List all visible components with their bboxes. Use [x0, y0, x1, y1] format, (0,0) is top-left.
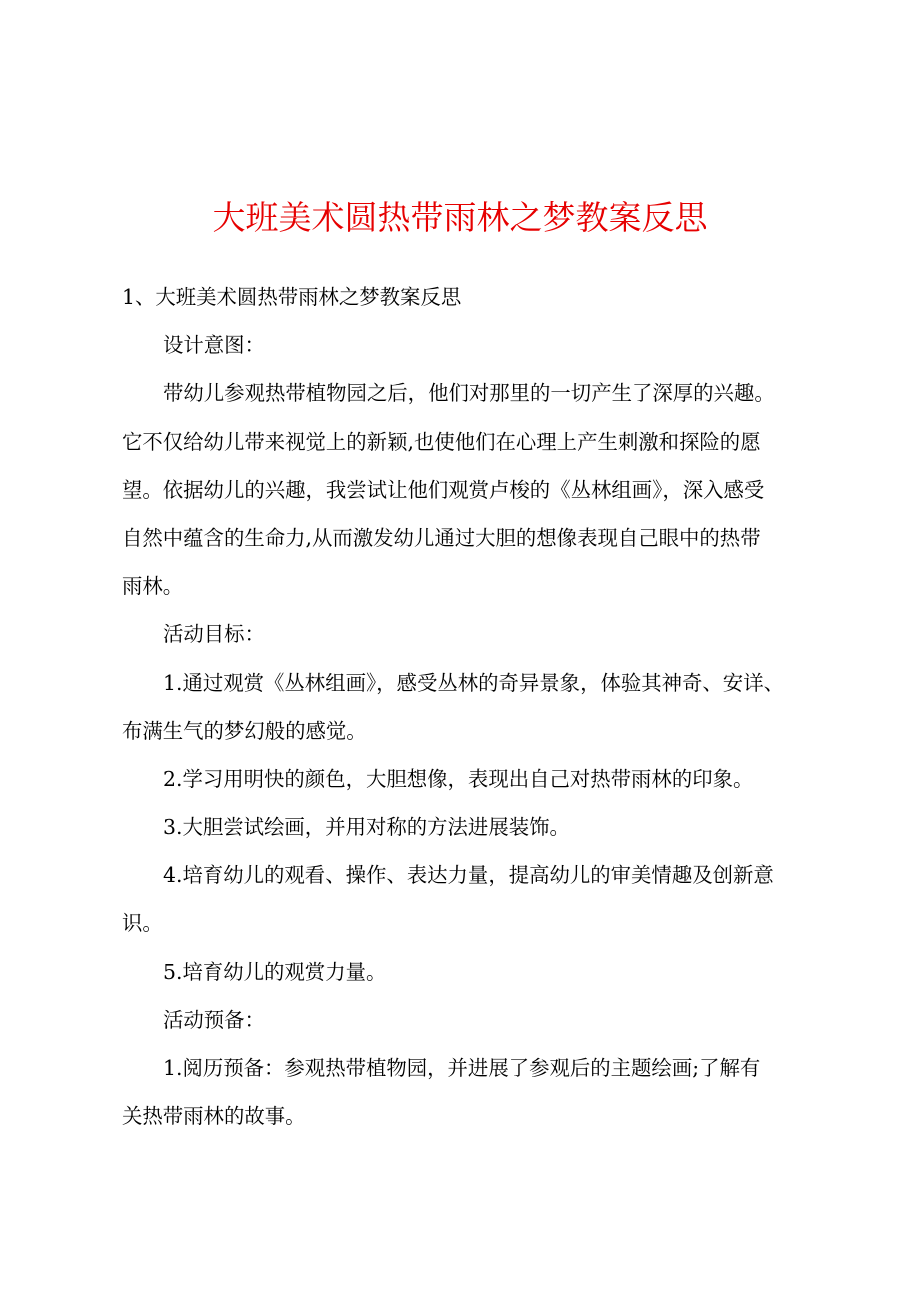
document-body — [122, 273, 812, 1140]
text-line: 设计意图： — [163, 333, 265, 358]
text-line: 活动目标： — [163, 622, 265, 647]
paragraph — [122, 610, 812, 658]
text-line: 望。依据幼儿的兴趣，我尝试让他们观赏卢梭的《丛林组画》，深入感受 — [122, 477, 765, 502]
text-line: 活动预备： — [163, 1007, 265, 1032]
paragraph — [122, 273, 812, 321]
paragraph — [122, 948, 812, 996]
paragraph — [122, 996, 812, 1044]
paragraph — [122, 369, 812, 610]
text-line: 关热带雨林的故事。 — [122, 1104, 306, 1129]
paragraph — [122, 659, 812, 755]
text-line: 它不仅给幼儿带来视觉上的新颖,也使他们在心理上产生刺激和探险的愿 — [122, 429, 761, 454]
paragraph — [122, 803, 812, 851]
text-line: 3.大胆尝试绘画，并用对称的方法进展装饰。 — [163, 815, 570, 840]
text-line: 2.学习用明快的颜色，大胆想像，表现出自己对热带雨林的印象。 — [163, 766, 754, 791]
text-line: 1.通过观赏《丛林组画》，感受丛林的奇异景象，体验其神奇、安详、 — [163, 670, 784, 695]
paragraph — [122, 851, 812, 947]
text-line: 雨林。 — [122, 574, 184, 599]
text-line: 布满生气的梦幻般的感觉。 — [122, 718, 367, 743]
paragraph — [122, 1044, 812, 1140]
text-line: 带幼儿参观热带植物园之后，他们对那里的一切产生了深厚的兴趣。 — [163, 381, 775, 406]
text-line: 4.培育幼儿的观看、操作、表达力量，提高幼儿的审美情趣及创新意 — [163, 863, 774, 888]
text-line: 自然中蕴含的生命力,从而激发幼儿通过大胆的想像表现自己眼中的热带 — [122, 525, 761, 550]
text-line: 1、大班美术圆热带雨林之梦教案反思 — [122, 285, 462, 309]
text-line: 5.培育幼儿的观赏力量。 — [163, 959, 387, 984]
text-line: 1.阅历预备：参观热带植物园，并进展了参观后的主题绘画;了解有 — [163, 1056, 761, 1080]
paragraph — [122, 755, 812, 803]
text-line: 识。 — [122, 911, 163, 936]
document-title: 大班美术圆热带雨林之梦教案反思 — [212, 198, 708, 237]
paragraph — [122, 321, 812, 369]
